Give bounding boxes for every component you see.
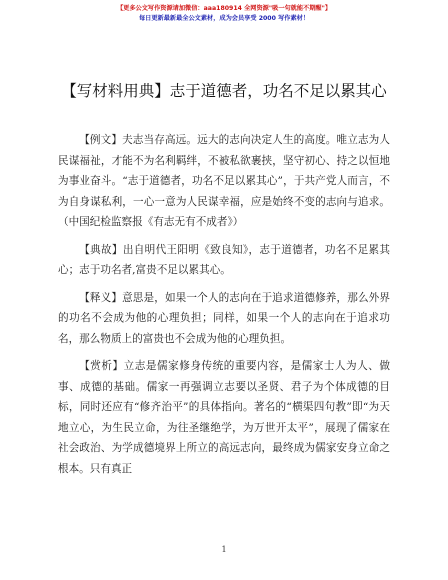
paragraph-meaning: 【释义】意思是，如果一个人的志向在于追求道德修养，那么外界的功名不会成为他的心理负担；同样，如果一个人的志向在于追求功名，那么物质上的富贵也不会成为他的心理负担。 (58, 291, 390, 345)
promo-banner-line-2: 每日更新最新最全公文素材，成为会员享受 2000 写作素材！ (138, 15, 310, 22)
paragraph-source: 【典故】出自明代王阳明《致良知》，志于道德者，功名不足累其心；志于功名者,富贵不足以累其心。 (58, 243, 390, 276)
document-body (58, 130, 390, 486)
promo-banner (0, 4, 448, 24)
paragraph-example: 【例文】夫志当存高远。远大的志向决定人生的高度。唯立志为人民谋福祉，才能不为名利羁绊，不被私欲裹挟，坚守初心、持之以恒地为事业奋斗。“志于道德者，功名不足以累其心”，于共产党人而言，不为自身谋私利，一心一意为人民谋幸福，应是始终不变的志向与追求。（中国纪检监察报《有志无有不成者》） (58, 134, 390, 228)
page-number: 1 (221, 545, 227, 554)
document-title: 【写材料用典】志于道德者，功名不足以累其心 (61, 82, 387, 100)
paragraph-analysis: 【赏析】立志是儒家修身传统的重要内容，是儒家士人为人、做事、成德的基础。儒家一再强调立志要以圣贤、君子为个体成德的目标，同时还应有“修齐治平”的具体指向。著名的“横渠四句教”即“为天地立心，为生民立命，为往圣继绝学，为万世开太平”，展现了儒家在社会政治、为学成德境界上所立的高远志向，最终成为儒家安身立命之根本。只有真正 (58, 360, 390, 475)
promo-banner-line-1: 【更多公文写作资源请加微信：aaa180914 全网资源"吸一句就能不期醒"】 (116, 5, 332, 12)
